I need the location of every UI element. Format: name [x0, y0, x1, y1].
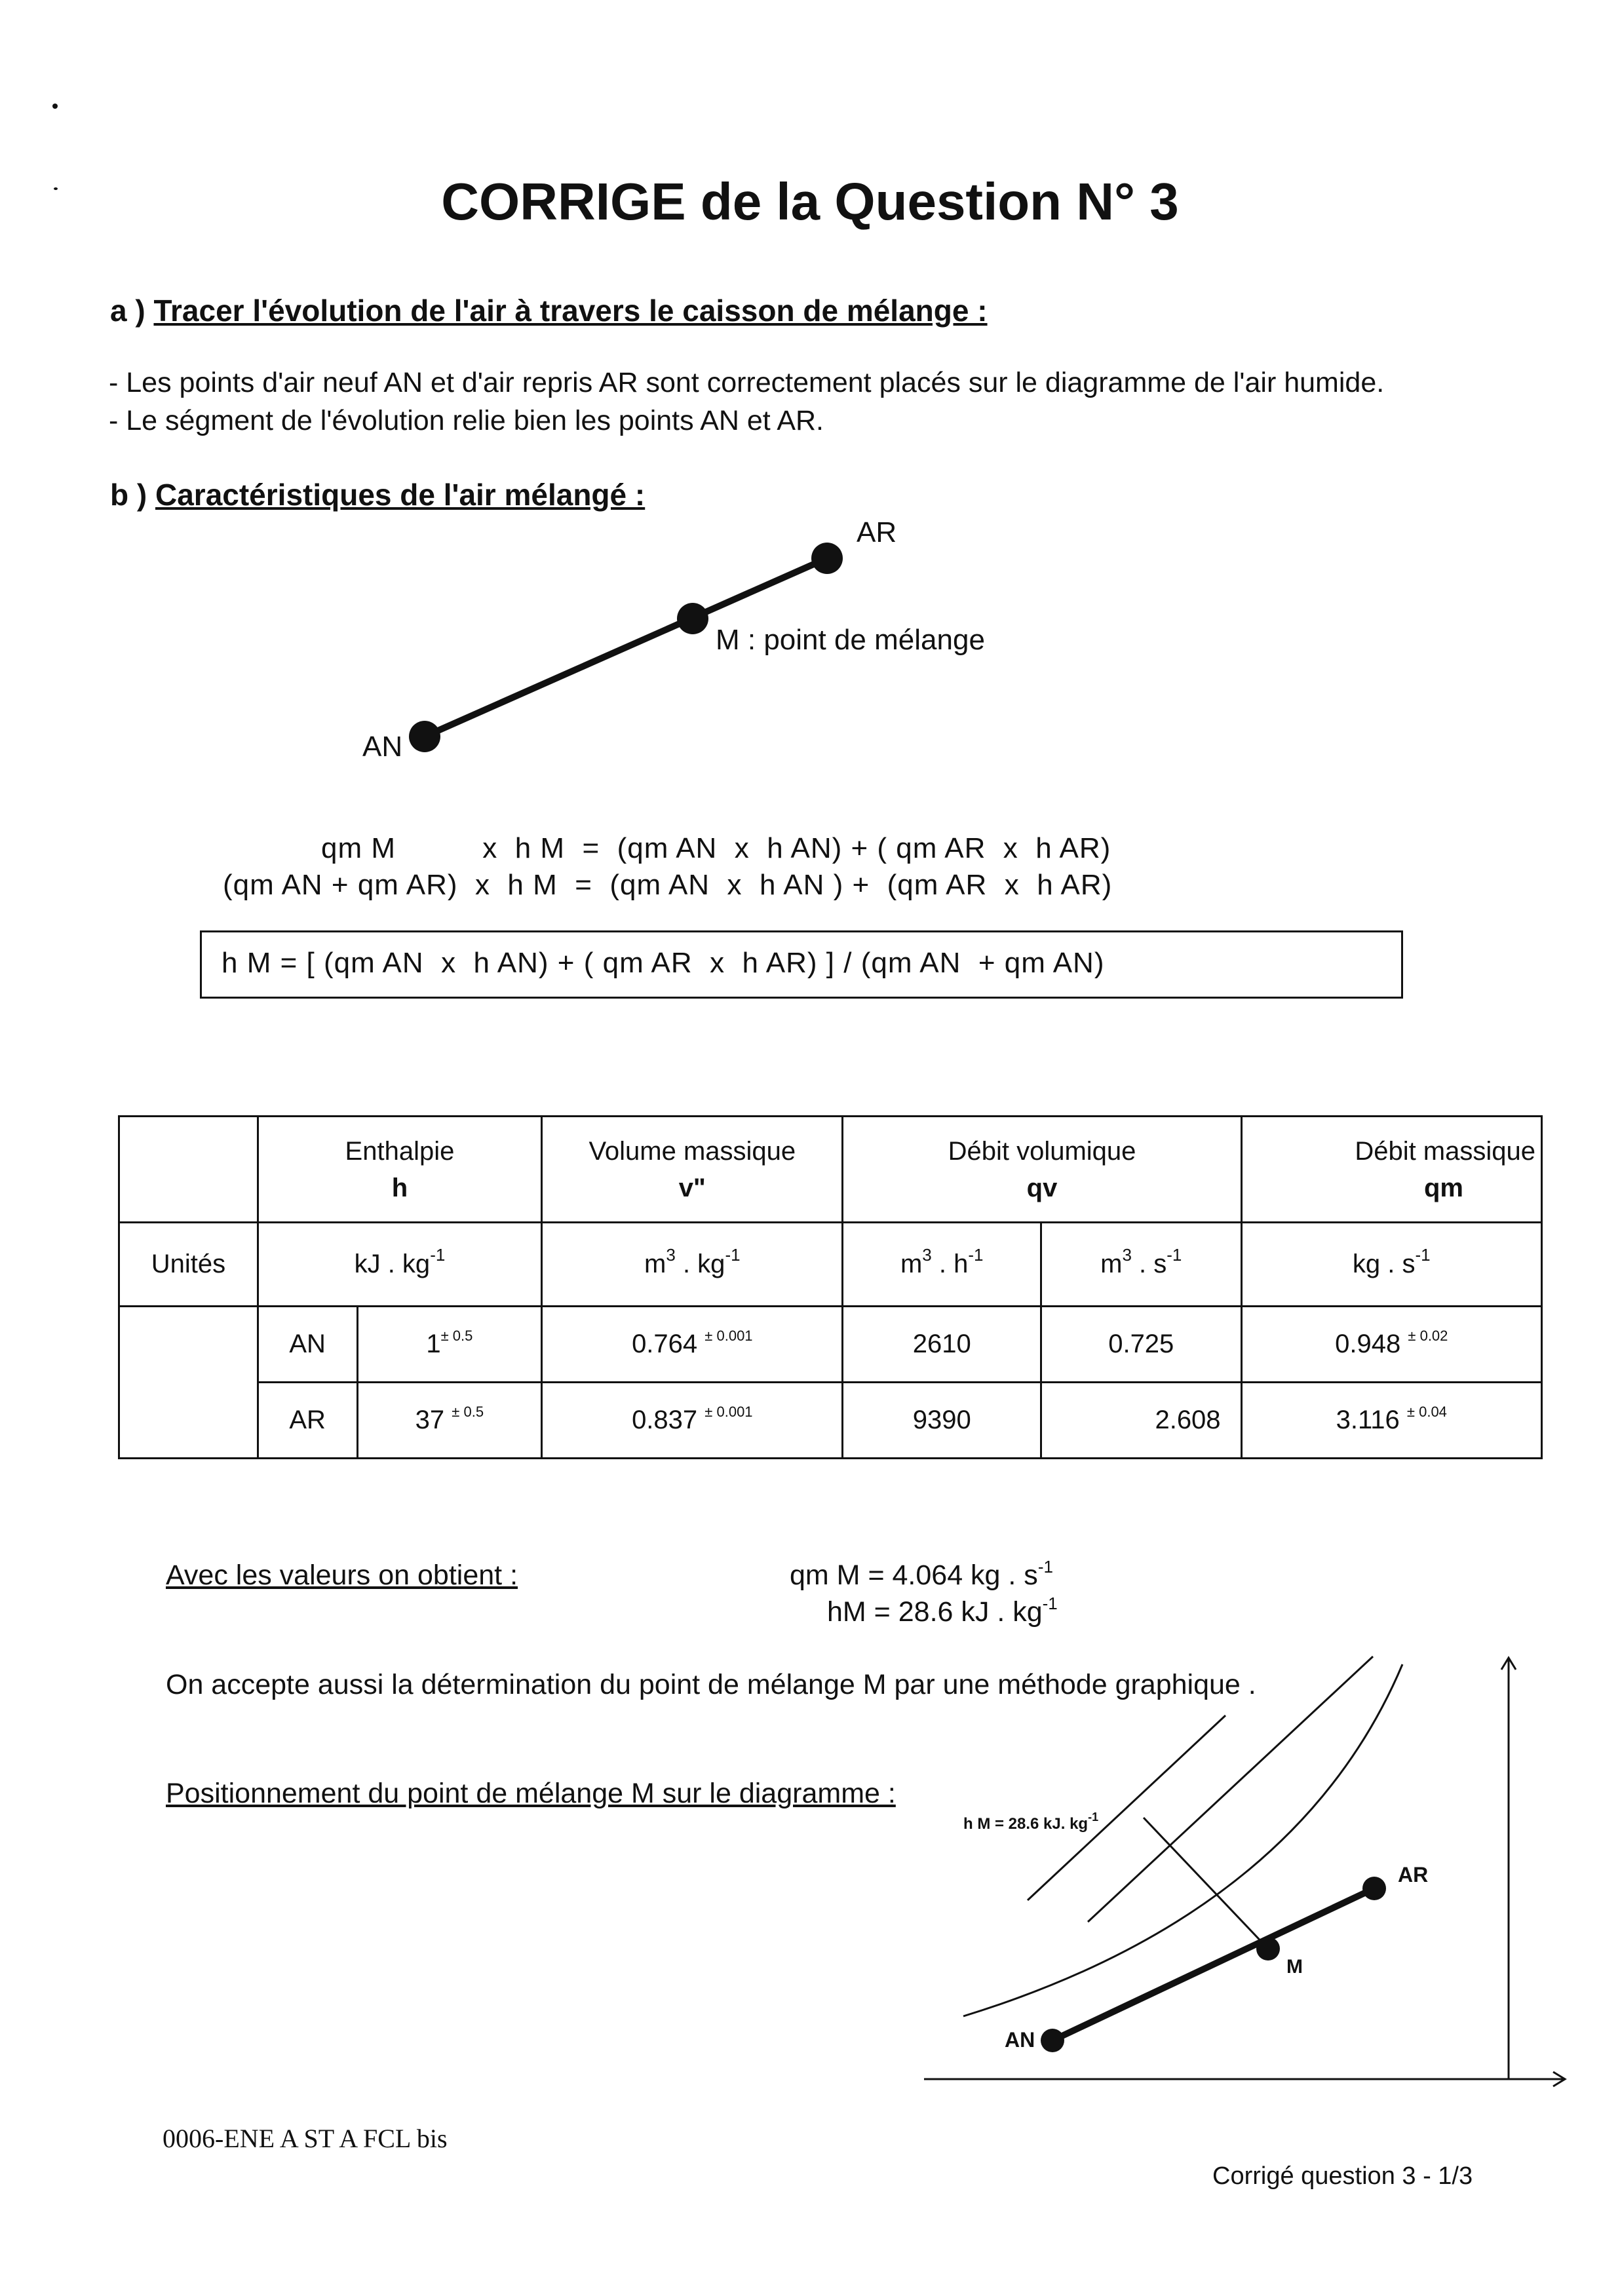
header-qv-name: Débit volumique [948, 1136, 1136, 1166]
table-header-row [119, 1117, 1542, 1223]
unit-enthalpy-exp: -1 [430, 1245, 446, 1265]
result-h-exp: -1 [1042, 1594, 1058, 1613]
section-a-title: Tracer l'évolution de l'air à travers le caisson de mélange : [153, 294, 988, 328]
row-label-ar: AR [258, 1383, 357, 1459]
sketch-label-ar: AR [1398, 1863, 1429, 1886]
unit-qvs-base1: m [1100, 1250, 1123, 1278]
cell-an-h [357, 1307, 542, 1383]
ar-v-value: 0.837 [632, 1406, 698, 1434]
hm-projection-line [1144, 1818, 1268, 1949]
result-qm-text: qm M = 4.064 kg . s [790, 1559, 1038, 1591]
header-qv-symbol: qv [1026, 1173, 1058, 1202]
an-qm-tol: ± 0.02 [1408, 1328, 1448, 1344]
unit-qvs-base2: . s [1131, 1250, 1167, 1278]
diagram-label-ar: AR [857, 516, 897, 548]
point-ar [811, 543, 843, 574]
unit-qvh-exp1: 3 [922, 1245, 932, 1265]
unit-qv-h [843, 1223, 1041, 1307]
header-enthalpy-symbol: h [391, 1173, 408, 1202]
diagram-label-an: AN [362, 731, 403, 763]
unit-qv-s [1041, 1223, 1241, 1307]
graphic-method-note: On accepte aussi la détermination du point de mélange M par une méthode graphique . [166, 1669, 1256, 1700]
section-a-line-2: - Le ségment de l'évolution relie bien les points AN et AR. [109, 405, 824, 436]
sketch-point-m [1256, 1937, 1280, 1961]
section-a-line-1: - Les points d'air neuf AN et d'air repris AR sont correctement placés sur le diagramme de l'air humide. [109, 367, 1385, 398]
unit-qvh-base2: . h [931, 1250, 969, 1278]
result-qm [790, 1559, 1053, 1592]
table-row [119, 1307, 1542, 1383]
an-v-tol: ± 0.001 [704, 1328, 753, 1344]
diagram-label-m: M : point de mélange [716, 624, 985, 656]
cell-ar-v [542, 1383, 843, 1459]
ar-v-tol: ± 0.001 [704, 1404, 753, 1420]
page-title: CORRIGE de la Question N° 3 [441, 172, 1179, 231]
an-qm-value: 0.948 [1335, 1330, 1401, 1358]
unit-qvs-exp1: 3 [1122, 1245, 1132, 1265]
cell-an-v [542, 1307, 843, 1383]
units-label: Unités [119, 1223, 258, 1307]
section-b-title: Caractéristiques de l'air mélangé : [155, 478, 646, 512]
unit-qvh-exp2: -1 [968, 1245, 984, 1265]
footer-reference: 0006-ENE A ST A FCL bis [163, 2124, 448, 2153]
section-a-prefix: a ) [110, 294, 154, 328]
an-h-value: 1 [426, 1330, 441, 1358]
cell-ar-h [357, 1383, 542, 1459]
hm-label [963, 1810, 1099, 1833]
result-qm-exp: -1 [1037, 1557, 1053, 1577]
row-group-blank [119, 1307, 258, 1459]
sketch-segment [1052, 1888, 1374, 2040]
unit-volume [542, 1223, 843, 1307]
table-corner [119, 1117, 258, 1223]
hm-label-exp: -1 [1088, 1810, 1099, 1824]
section-b-prefix: b ) [110, 478, 155, 512]
unit-volume-base2: . kg [675, 1250, 725, 1278]
results-intro: Avec les valeurs on obtient : [166, 1559, 518, 1591]
ar-h-tol: ± 0.5 [452, 1404, 484, 1420]
an-h-tol: ± 0.5 [440, 1328, 473, 1344]
hm-label-text: h M = 28.6 kJ. kg [963, 1815, 1089, 1833]
header-volume-name: Volume massique [588, 1136, 796, 1166]
unit-qm-exp: -1 [1415, 1245, 1431, 1265]
unit-volume-exp1: 3 [666, 1245, 676, 1265]
cell-an-qvs: 0.725 [1041, 1307, 1241, 1383]
point-m [677, 603, 708, 634]
header-qv [843, 1117, 1241, 1223]
cell-an-qm [1241, 1307, 1541, 1383]
cell-ar-qm [1241, 1383, 1541, 1459]
unit-qvs-exp2: -1 [1167, 1245, 1182, 1265]
enthalpy-line-2 [1088, 1656, 1373, 1922]
result-h-text: hM = 28.6 kJ . kg [827, 1596, 1043, 1628]
psychrometric-sketch [904, 1638, 1573, 2136]
table-units-row [119, 1223, 1542, 1307]
unit-enthalpy-base: kJ . kg [354, 1250, 431, 1278]
mixing-diagram [0, 0, 1620, 786]
ar-qm-tol: ± 0.04 [1406, 1404, 1447, 1420]
header-volume-symbol: v" [678, 1173, 706, 1202]
unit-volume-exp2: -1 [725, 1245, 741, 1265]
header-qm-name: Débit massique [1355, 1136, 1535, 1166]
equation-1: qm M x h M = (qm AN x h AN) + ( qm AR x h AR) [321, 832, 1111, 864]
row-label-an: AN [258, 1307, 357, 1383]
header-enthalpy-name: Enthalpie [345, 1136, 455, 1166]
cell-ar-qvs: 2.608 [1041, 1383, 1241, 1459]
unit-qm-base: kg . s [1352, 1250, 1416, 1278]
an-v-value: 0.764 [632, 1330, 698, 1358]
ar-qm-value: 3.116 [1336, 1406, 1400, 1434]
header-qm [1241, 1117, 1541, 1223]
header-volume [542, 1117, 843, 1223]
header-enthalpy [258, 1117, 541, 1223]
sketch-label-m: M [1286, 1956, 1303, 1978]
result-formula: h M = [ (qm AN x h AN) + ( qm AR x h AR) ] / (qm AN + qm AN) [222, 947, 1105, 979]
result-formula-box [200, 930, 1403, 999]
footer-page: Corrigé question 3 - 1/3 [1212, 2162, 1473, 2190]
result-h [827, 1596, 1058, 1628]
sketch-point-ar [1362, 1877, 1386, 1900]
table-row [119, 1383, 1542, 1459]
sketch-point-an [1041, 2029, 1064, 2052]
unit-qvh-base1: m [900, 1250, 923, 1278]
header-qm-symbol: qm [1424, 1173, 1463, 1202]
ar-h-value: 37 [415, 1406, 445, 1434]
cell-ar-qvh: 9390 [843, 1383, 1041, 1459]
unit-enthalpy [258, 1223, 541, 1307]
data-table [118, 1115, 1543, 1459]
point-an [409, 721, 440, 752]
sketch-label-an: AN [1005, 2028, 1035, 2052]
positioning-heading: Positionnement du point de mélange M sur le diagramme : [166, 1778, 896, 1809]
unit-volume-base1: m [644, 1250, 666, 1278]
unit-qm [1241, 1223, 1541, 1307]
cell-an-qvh: 2610 [843, 1307, 1041, 1383]
equation-2: (qm AN + qm AR) x h M = (qm AN x h AN ) + (qm AR x h AR) [223, 869, 1113, 901]
saturation-curve [963, 1664, 1402, 2016]
